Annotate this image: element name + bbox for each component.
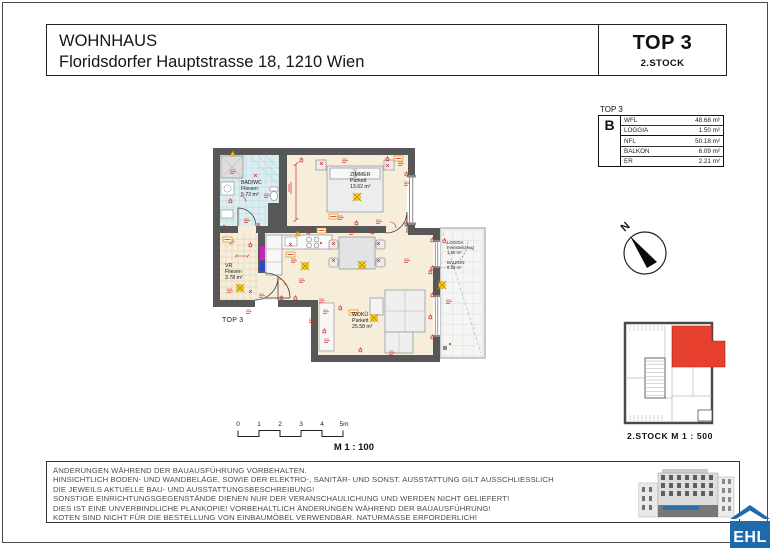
room-floor: Fliesen [225, 269, 242, 275]
table-row [621, 125, 723, 135]
logo-text: EHL [733, 529, 767, 546]
disclaimer-line: KOTEN SIND NICHT FÜR DIE BESTELLUNG VON EINBAUMÖBEL VERWENDBAR. NATURMASSE ERFORDERLICH! [53, 513, 478, 523]
kitchen-tall-unit [266, 235, 282, 275]
scale-bar [225, 416, 415, 458]
table-row [621, 146, 723, 156]
scale-tick: 3 [299, 421, 303, 428]
north-label: N [618, 220, 633, 235]
shop-sign [663, 506, 699, 510]
building-photo [638, 465, 738, 522]
scale-ticks [236, 421, 348, 428]
overview-balcony [698, 410, 712, 421]
disclaimer-line: ÄNDERUNGEN WÄHREND DER BAUAUSFÜHRUNG VORBEHALTEN. [53, 466, 307, 475]
room-floor: Fliesen [241, 186, 258, 192]
row-value: 2.21 m² [698, 157, 720, 165]
room-name: VR [225, 263, 233, 269]
row-value: 1.50 m² [698, 127, 720, 135]
scale-tick: 4 [320, 421, 324, 428]
room-area: 25.58 m² [352, 324, 373, 330]
room-name: ZIMMER [350, 172, 371, 178]
room-area: 1.50 m² [447, 250, 462, 255]
row-value: 50.18 m² [695, 137, 720, 145]
overview-caption: 2.STOCK M 1 : 500 [627, 431, 713, 441]
area-table-rows [621, 116, 723, 166]
chair [329, 258, 338, 267]
title-block [46, 24, 599, 76]
unit-floor: 2.STOCK [640, 57, 685, 69]
room-area: 5.72 m² [241, 192, 259, 198]
unit-entrance-label: TOP 3 [222, 317, 244, 324]
north-arrow-icon [608, 203, 692, 293]
floor-plan [200, 140, 490, 385]
scale-label: M 1 : 100 [333, 442, 374, 453]
row-value: 48.68 m² [695, 117, 720, 125]
chair [329, 240, 338, 249]
scale-tick: 5m [339, 421, 349, 428]
building-address: Floridsdorfer Hauptstrasse 18, 1210 Wien [59, 53, 365, 71]
room-floor: Parkett [352, 318, 369, 324]
toilet [270, 187, 278, 191]
table-row [621, 135, 723, 145]
room-area: 3.78 m² [225, 275, 243, 281]
row-label: LOGGIA [624, 127, 649, 135]
area-table [598, 115, 724, 167]
disclaimer-line: DIE JEWEILS AKTUELLE BAU- UND AUSSTATTUNGSBESCHREIBUNG! [53, 484, 315, 494]
washing-machine [221, 182, 234, 195]
riser-marker [260, 246, 265, 260]
unit-block [598, 24, 727, 76]
dining-table [339, 237, 375, 269]
building-title: WOHNHAUS [59, 32, 158, 50]
room-area: 6.09 m² [447, 265, 462, 270]
unit-title: TOP 3 [632, 31, 693, 54]
nightstand [384, 160, 394, 170]
table-row [621, 116, 723, 125]
coffee-table [370, 298, 383, 315]
row-label: NFL [624, 137, 636, 145]
stair-core [645, 358, 665, 398]
loggia-door [433, 240, 440, 268]
overview-plan [618, 316, 758, 448]
row-label: BALKON [624, 147, 650, 155]
room-name: WOKÜ [352, 312, 369, 318]
room-name: BALKON [447, 260, 465, 265]
disclaimer-line: SONSTIGE EINRICHTUNGSGEGENSTÄNDE DIENEN NUR DER VERANSCHAULICHUNG UND WERDEN NICHT GELIEFERT! [53, 494, 510, 504]
nightstand [316, 160, 326, 170]
room-floor: Feinsteinzeug [447, 245, 474, 250]
unit-type-letter: B [599, 116, 621, 166]
row-label: WFL [624, 117, 638, 125]
row-label: ER [624, 157, 633, 165]
scale-tick: 2 [278, 421, 282, 428]
disclaimer-line: HINSICHTLICH BODEN- UND WANDBELÄGE, SOWIE DER ELEKTRO-, SANITÄR- UND SONST. AUSSTATTUNG GILT AUSSCHLIESSLICH [53, 475, 554, 485]
disclaimer-box [46, 461, 740, 523]
room-name: BAD/WC [241, 180, 262, 186]
highlighted-unit [672, 326, 725, 367]
row-value: 6.09 m² [698, 147, 720, 155]
riser-marker [260, 261, 265, 271]
room-floor: Parkett [350, 178, 367, 184]
room-area: 13.62 m² [350, 184, 371, 190]
ehl-logo [729, 502, 770, 548]
area-table-title: TOP 3 [600, 105, 623, 114]
table-row [621, 156, 723, 166]
scale-tick: 0 [236, 421, 240, 428]
washbasin [221, 210, 233, 218]
scale-tick: 1 [257, 421, 261, 428]
disclaimer-line: DIES IST EINE UNVERBINDLICHE PLANKOPIE! VORBEHALTLICH ÄNDERUNGEN WÄHREND DER BAUAUSFÜHRUNG! [53, 503, 491, 513]
room-name: LOGGIA [447, 240, 464, 245]
drain [443, 346, 447, 350]
